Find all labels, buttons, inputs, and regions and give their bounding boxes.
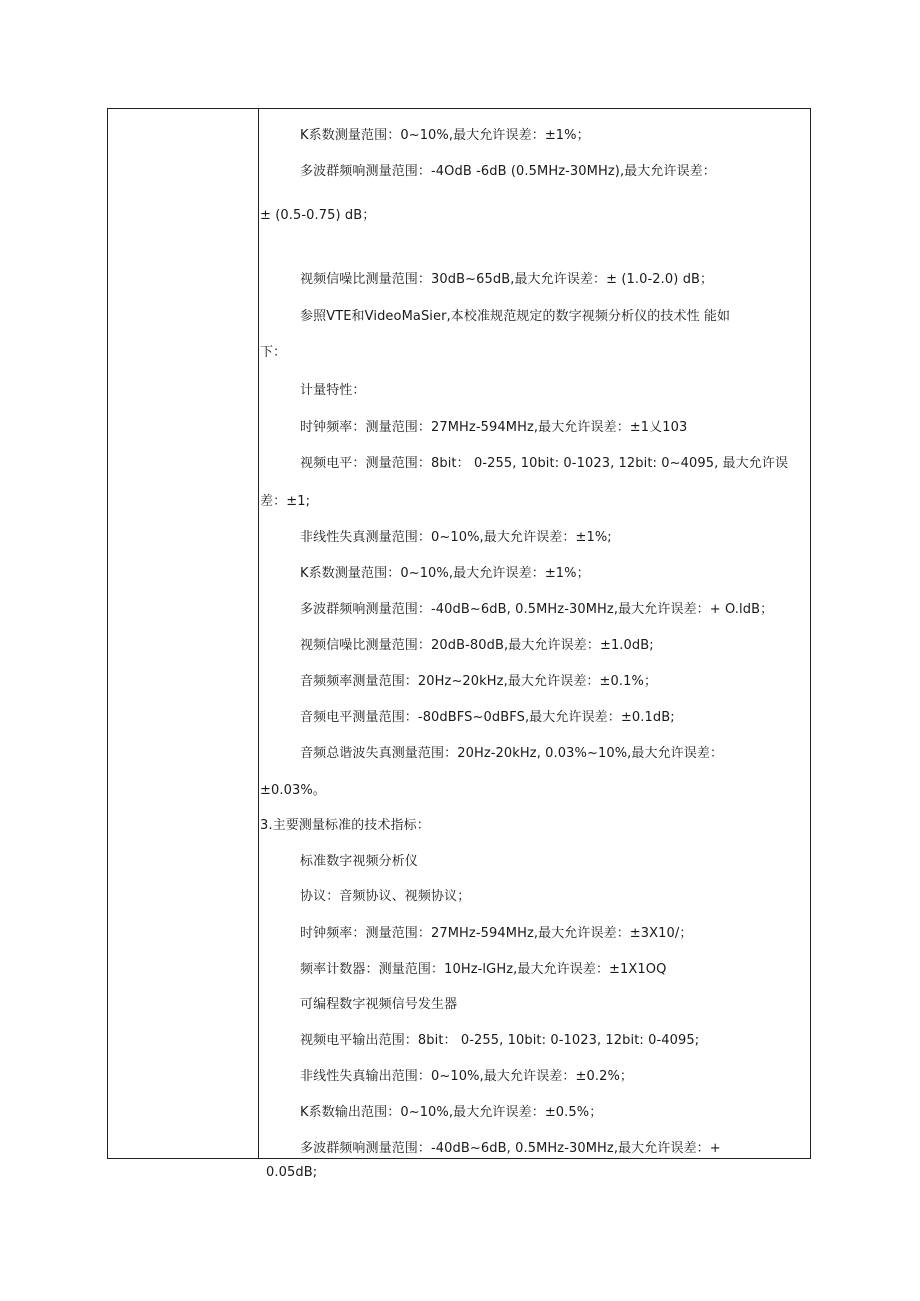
text-line: 0.05dB; [266,1165,318,1180]
text-line: 可编程数字视频信号发生器 [300,997,458,1012]
text-line: 协议：音频协议、视频协议； [300,889,471,904]
text-line: 多波群频响测量范围：-40dB~6dB, 0.5MHz-30MHz,最大允许误差：+ [300,1141,721,1156]
text-line: 非线性失真输出范围：0~10%,最大允许误差：±0.2%； [300,1069,634,1084]
table-column-divider [258,108,259,1159]
section-heading: 3.主要测量标准的技术指标： [260,818,430,833]
text-line: 参照VTE和VideoMaSier,本校准规范规定的数字视频分析仪的技术性 能如 [300,309,731,324]
text-line: 计量特性： [300,383,366,398]
text-line: 多波群频响测量范围：-4OdB -6dB (0.5MHz-30MHz),最大允许误差： [300,164,716,179]
text-line: 视频信噪比测量范围：30dB~65dB,最大允许误差：± (1.0-2.0) dB； [300,272,714,287]
text-line: 非线性失真测量范围：0~10%,最大允许误差：±1%; [300,530,612,545]
text-line: K系数输出范围：0~10%,最大允许误差：±0.5%； [300,1105,603,1120]
text-line: 差：±1; [260,494,311,509]
text-line: ± (0.5-0.75) dB； [260,208,376,223]
text-line: 视频电平输出范围：8bit： 0-255, 10bit: 0-1023, 12bit: 0-4095; [300,1033,700,1048]
text-line: 多波群频响测量范围：-40dB~6dB, 0.5MHz-30MHz,最大允许误差：+ O.ldB； [300,602,774,617]
text-line: K系数测量范围：0~10%,最大允许误差：±1%； [300,566,590,581]
text-line: 标准数字视频分析仪 [300,854,418,869]
text-line: 下： [260,345,287,360]
text-line: K系数测量范围：0~10%,最大允许误差：±1%； [300,128,590,143]
text-line: 视频电平：测量范围：8bit： 0-255, 10bit: 0-1023, 12bit: 0~4095, 最大允许误 [300,456,789,471]
text-line: 音频总谐波失真测量范围：20Hz-20kHz, 0.03%~10%,最大允许误差： [300,746,724,761]
text-line: 音频电平测量范围：-80dBFS~0dBFS,最大允许误差：±0.1dB; [300,710,675,725]
text-line: 时钟频率：测量范围：27MHz-594MHz,最大允许误差：±1乂103 [300,420,688,435]
table-frame [107,108,811,1159]
text-line: ±0.03%。 [260,783,326,798]
text-line: 时钟频率：测量范围：27MHz-594MHz,最大允许误差：±3X10/； [300,926,693,941]
text-line: 频率计数器：测量范围：10Hz-lGHz,最大允许误差：±1X1OQ [300,962,667,977]
text-line: 音频频率测量范围：20Hz~20kHz,最大允许误差：±0.1%； [300,674,658,689]
text-line: 视频信噪比测量范围：20dB-80dB,最大允许误差：±1.0dB; [300,638,654,653]
